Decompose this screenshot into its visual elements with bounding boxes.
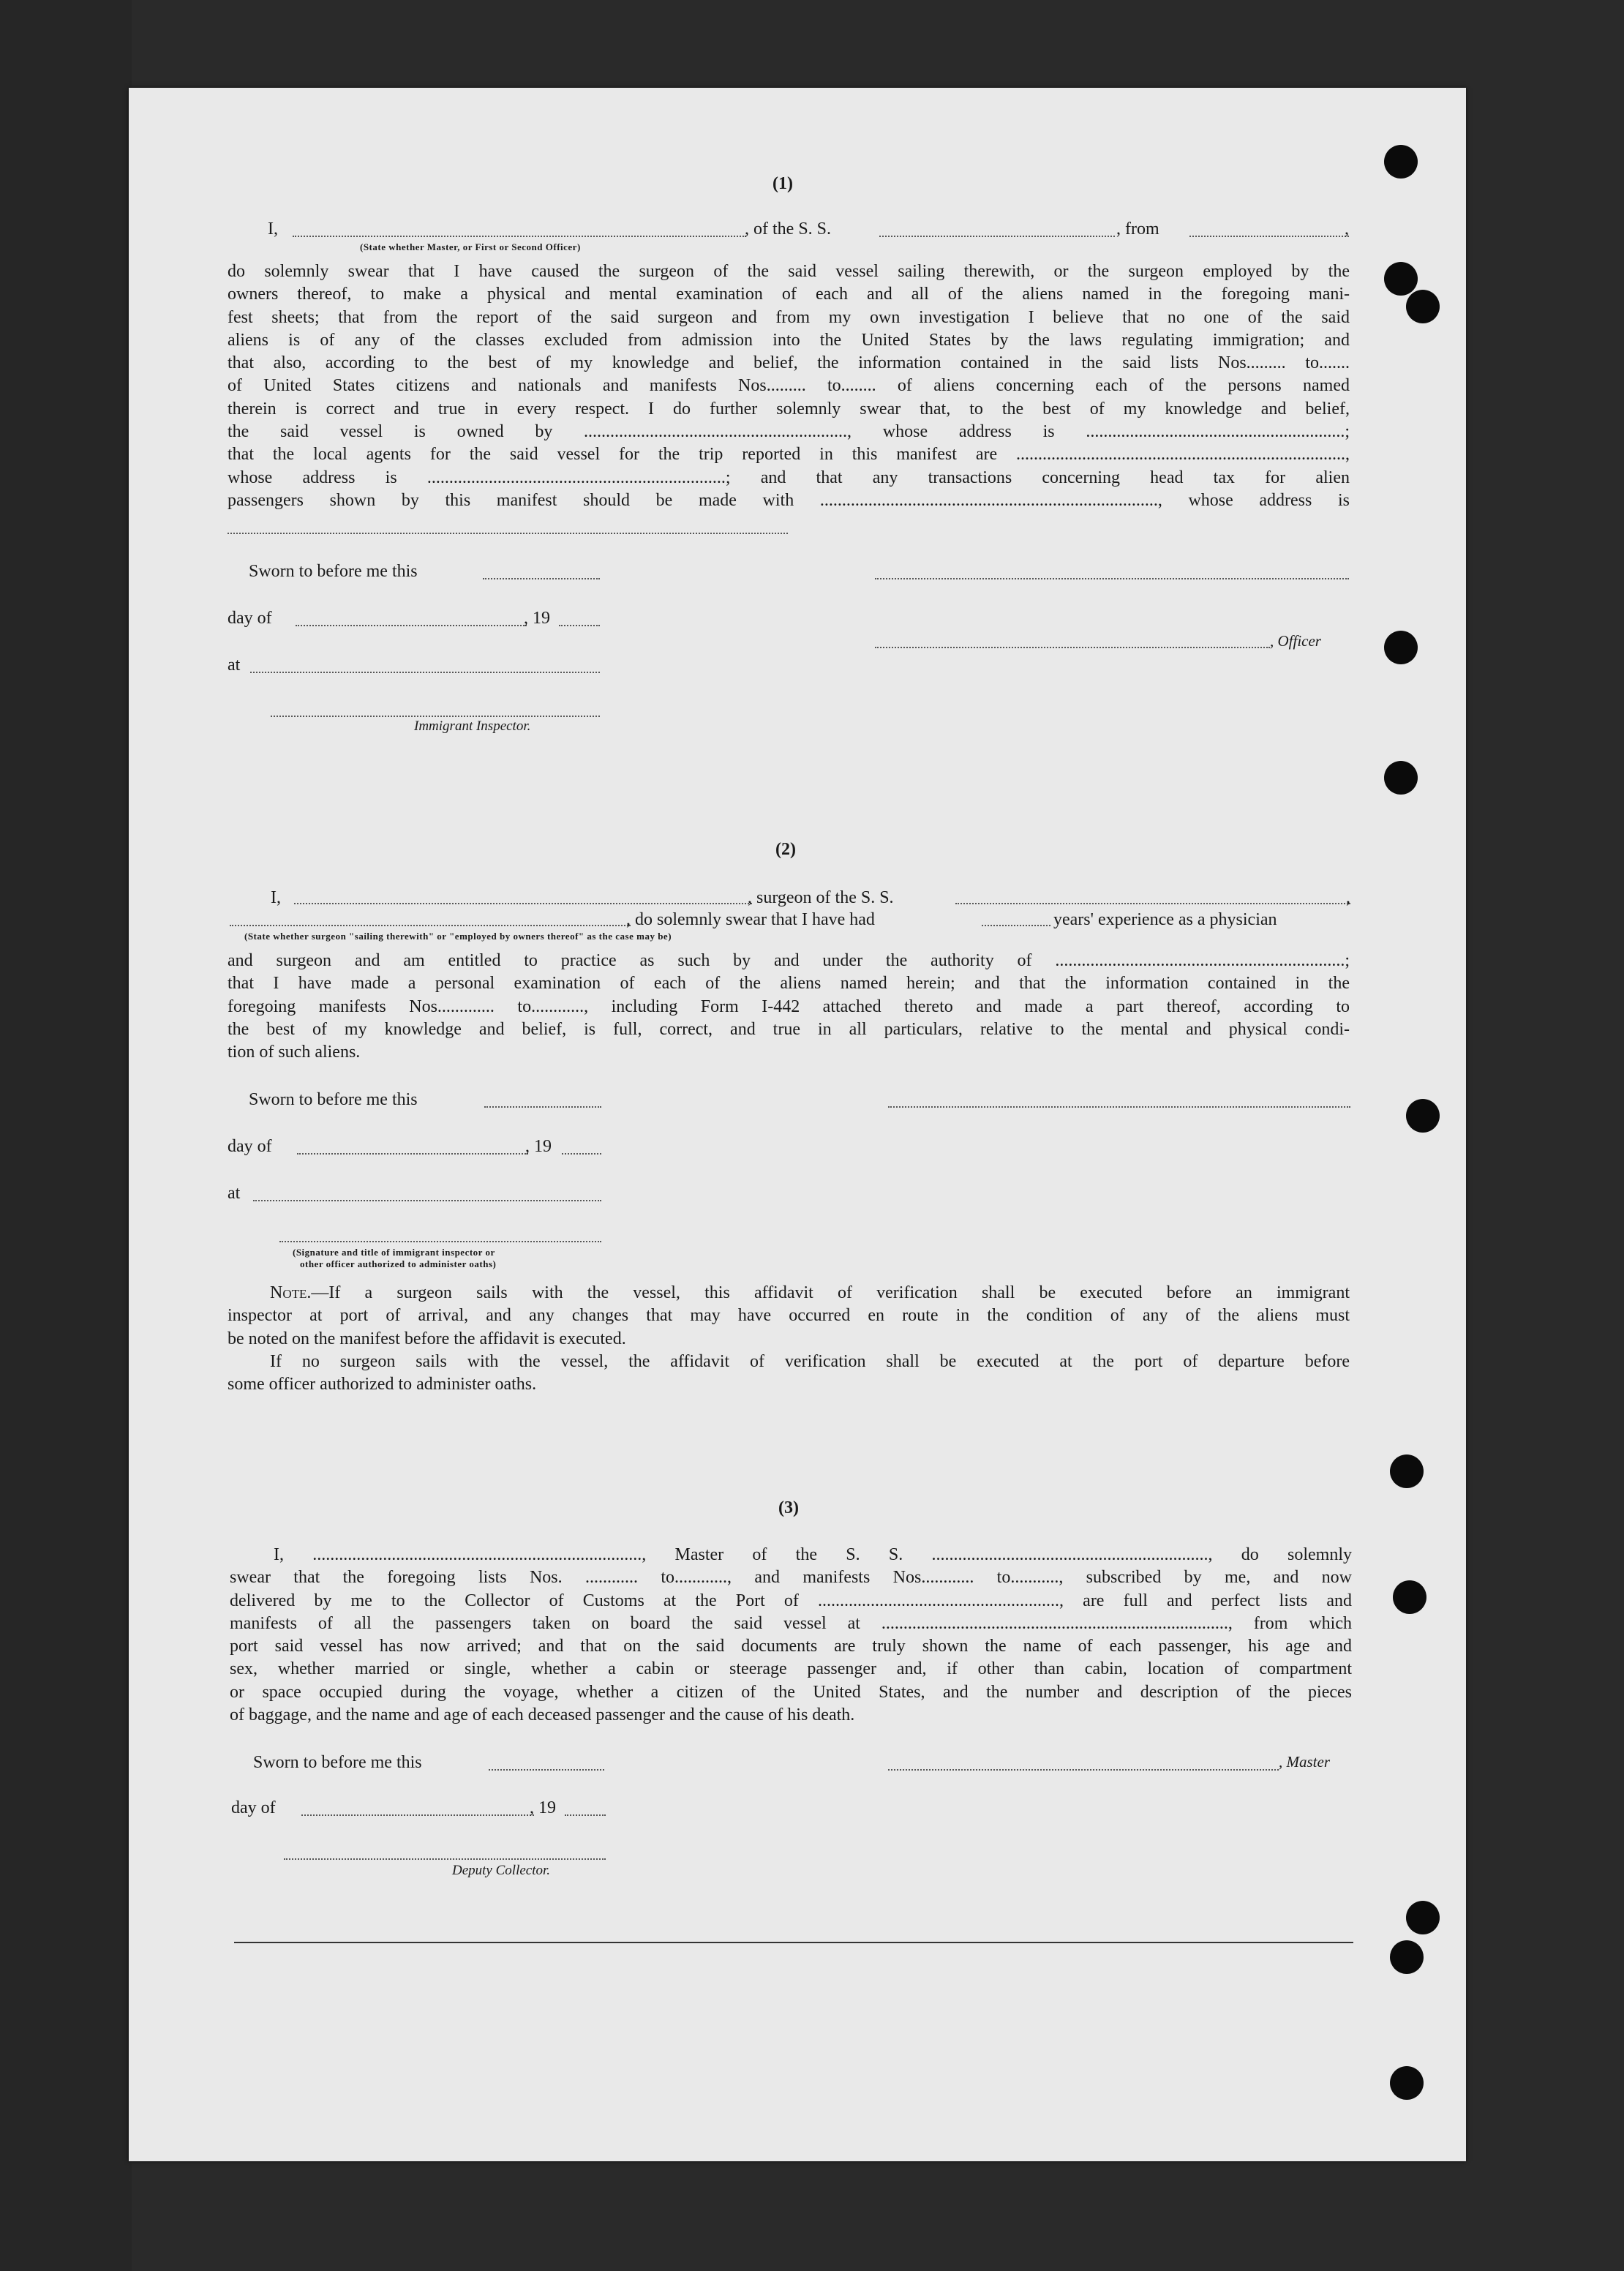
s1-year: , 19	[524, 609, 550, 628]
s2-note-line: be noted on the manifest before the affidavit is executed.	[228, 1329, 626, 1348]
punch-hole	[1406, 290, 1440, 323]
s3-line: port said vessel has now arrived; and that on the said documents are truly shown the name of each passenger, his age and	[230, 1637, 1352, 1656]
s2-type-field[interactable]	[230, 925, 631, 926]
s3-day-field[interactable]	[301, 1814, 534, 1816]
s1-signature-field[interactable]	[875, 578, 1349, 579]
s2-end: ,	[1346, 888, 1350, 907]
section-1-number: (1)	[772, 174, 793, 193]
s1-i: I,	[268, 219, 278, 239]
s2-note-line: inspector at port of arrival, and any changes that may have occurred en route in the condition of any of the aliens must	[228, 1306, 1350, 1326]
s2-year: , 19	[525, 1137, 552, 1156]
s1-day: day of	[228, 609, 272, 628]
footer-rule	[234, 1942, 1353, 1943]
s3-year-field[interactable]	[565, 1814, 606, 1816]
s2-line: the best of my knowledge and belief, is full, correct, and true in all particulars, relative to the mental and physical condi-	[228, 1019, 1350, 1039]
s2-note-line	[228, 1282, 1350, 1305]
s1-officer-field[interactable]	[293, 236, 746, 237]
s1-line: do solemnly swear that I have caused the surgeon of the said vessel sailing therewith, or the surgeon employed by the	[228, 262, 1350, 281]
s3-year: , 19	[530, 1798, 556, 1817]
s3-line: sex, whether married or single, whether a cabin or steerage passenger and, if other than cabin, location of compartment	[230, 1659, 1352, 1679]
s2-line: tion of such aliens.	[228, 1043, 361, 1062]
s2-note2-line	[228, 1351, 1350, 1373]
s3-master-field[interactable]	[888, 1769, 1279, 1771]
s2-signature-field[interactable]	[888, 1106, 1350, 1108]
s1-officer-label: , Officer	[1270, 632, 1321, 650]
s2-at: at	[228, 1184, 241, 1203]
punch-hole	[1390, 2066, 1424, 2100]
s2-body	[228, 950, 1350, 1064]
s2-line: that I have made a personal examination of each of the aliens named herein; and that the information contained in the	[228, 974, 1350, 994]
s3-line: swear that the foregoing lists Nos. ............ to............, and manifests Nos............ to..........., subscribed by me, and now	[230, 1568, 1352, 1588]
s1-line: therein is correct and true in every respect. I do further solemnly swear that, to the best of my knowledge and belief,	[228, 399, 1350, 418]
s2-sig-note-1: (Signature and title of immigrant inspector or	[293, 1247, 495, 1258]
s3-master-label: , Master	[1279, 1753, 1330, 1771]
punch-hole	[1390, 1454, 1424, 1488]
s2-inspector-field[interactable]	[279, 1241, 601, 1242]
s1-line: whose address is ....................................................................; and that any transactions concerning head tax for alien	[228, 468, 1350, 487]
s1-vessel-field[interactable]	[879, 236, 1115, 237]
s3-day: day of	[231, 1798, 276, 1817]
s2-sworn: Sworn to before me this	[249, 1090, 418, 1109]
s2-year-field[interactable]	[562, 1153, 601, 1155]
s2-swear: , do solemnly swear that I have had	[626, 910, 875, 929]
section-3-number: (3)	[778, 1498, 799, 1517]
s1-sworn-field[interactable]	[483, 578, 600, 579]
s2-note-block	[228, 1282, 1350, 1396]
s1-line: owners thereof, to make a physical and mental examination of each and all of the aliens named in the foregoing mani-	[228, 285, 1350, 304]
s1-from: , from	[1116, 219, 1159, 239]
punch-hole	[1406, 1901, 1440, 1934]
s3-line: or space occupied during the voyage, whether a citizen of the United States, and the number and description of the pieces	[230, 1682, 1352, 1702]
s1-line: that the local agents for the said vessel for the trip reported in this manifest are ...........................................................................,	[228, 445, 1350, 465]
section-2-number: (2)	[775, 840, 796, 859]
s2-years: years' experience as a physician	[1053, 910, 1277, 929]
s2-note2-line: some officer authorized to administer oaths.	[228, 1375, 537, 1394]
s3-collector-field[interactable]	[284, 1858, 606, 1860]
s1-body	[228, 260, 1350, 512]
s1-end: ,	[1345, 219, 1349, 239]
s2-note-text: —If a surgeon sails with the vessel, this affidavit of verification shall be executed before an immigrant	[311, 1283, 1350, 1302]
s1-ss: , of the S. S.	[745, 219, 832, 239]
s1-year-field[interactable]	[559, 625, 600, 626]
scan-border	[0, 0, 132, 2271]
s1-address-field[interactable]	[228, 533, 788, 534]
s3-sworn-field[interactable]	[489, 1769, 604, 1771]
s3-sworn: Sworn to before me this	[253, 1753, 422, 1772]
punch-hole	[1390, 1940, 1424, 1974]
s1-officer-note: (State whether Master, or First or Second Officer)	[360, 241, 581, 252]
punch-hole	[1384, 761, 1418, 795]
s2-sworn-field[interactable]	[484, 1106, 601, 1108]
s2-day-field[interactable]	[297, 1153, 528, 1155]
s2-surgeon: , surgeon of the S. S.	[748, 888, 894, 907]
s2-day: day of	[228, 1137, 272, 1156]
punch-hole	[1393, 1580, 1426, 1614]
s3-line: manifests of all the passengers taken on board the said vessel at ..............................................................................., from which	[230, 1613, 1352, 1633]
s1-line: that also, according to the best of my knowledge and belief, the information contained in the said lists Nos......... to.......	[228, 353, 1350, 373]
s2-note-label: Note.	[270, 1283, 312, 1302]
s2-type-note: (State whether surgeon "sailing therewith" or "employed by owners thereof" as the case may be)	[244, 931, 672, 942]
s1-sworn: Sworn to before me this	[249, 562, 418, 581]
s2-sig-note-2: other officer authorized to administer oaths)	[300, 1258, 497, 1269]
s1-line: the said vessel is owned by ............................................................, whose address is ...........................................................;	[228, 422, 1350, 442]
s2-note2-text: If no surgeon sails with the vessel, the affidavit of verification shall be executed at the port of departure before	[270, 1351, 1350, 1371]
s2-years-field[interactable]	[982, 925, 1050, 926]
s1-line: of United States citizens and nationals and manifests Nos......... to........ of aliens concerning each of the persons named	[228, 376, 1350, 396]
s3-line: I, ..........................................................................., Master of the S. S. ..............................................................., do solemnly	[274, 1545, 1352, 1564]
s3-line: of baggage, and the name and age of each deceased passenger and the cause of his death.	[230, 1705, 855, 1725]
s1-day-field[interactable]	[296, 625, 527, 626]
s2-at-field[interactable]	[253, 1200, 601, 1201]
s1-from-field[interactable]	[1189, 236, 1349, 237]
punch-hole	[1384, 262, 1418, 296]
s3-line: delivered by me to the Collector of Customs at the Port of ......................................................., are full and perfect lists and	[230, 1591, 1352, 1610]
punch-hole	[1406, 1099, 1440, 1133]
s3-body	[230, 1544, 1352, 1727]
s2-line: foregoing manifests Nos............. to............, including Form I-442 attached thereto and made a part thereof, according to	[228, 996, 1350, 1016]
s2-line: and surgeon and am entitled to practice as such by and under the authority of ..................................................................;	[228, 951, 1350, 970]
s1-line: passengers shown by this manifest should be made with ............................................................................., whose address is	[228, 490, 1350, 510]
s2-name-field[interactable]	[294, 903, 752, 904]
punch-hole	[1384, 145, 1418, 179]
s1-line: fest sheets; that from the report of the said surgeon and from my own investigation I believe that no one of the said	[228, 307, 1350, 327]
s2-i: I,	[271, 888, 281, 907]
punch-hole	[1384, 631, 1418, 664]
s1-at-field[interactable]	[250, 672, 600, 673]
s2-vessel-field[interactable]	[955, 903, 1350, 904]
s1-line: aliens is of any of the classes excluded from admission into the United States by the laws regulating immigration; and	[228, 330, 1350, 350]
s1-officer-sign-field[interactable]	[875, 647, 1270, 648]
s3-collector-label: Deputy Collector.	[452, 1863, 551, 1878]
s1-at: at	[228, 656, 241, 675]
s1-inspector-field[interactable]	[271, 716, 600, 717]
s1-inspector-label: Immigrant Inspector.	[414, 718, 531, 734]
